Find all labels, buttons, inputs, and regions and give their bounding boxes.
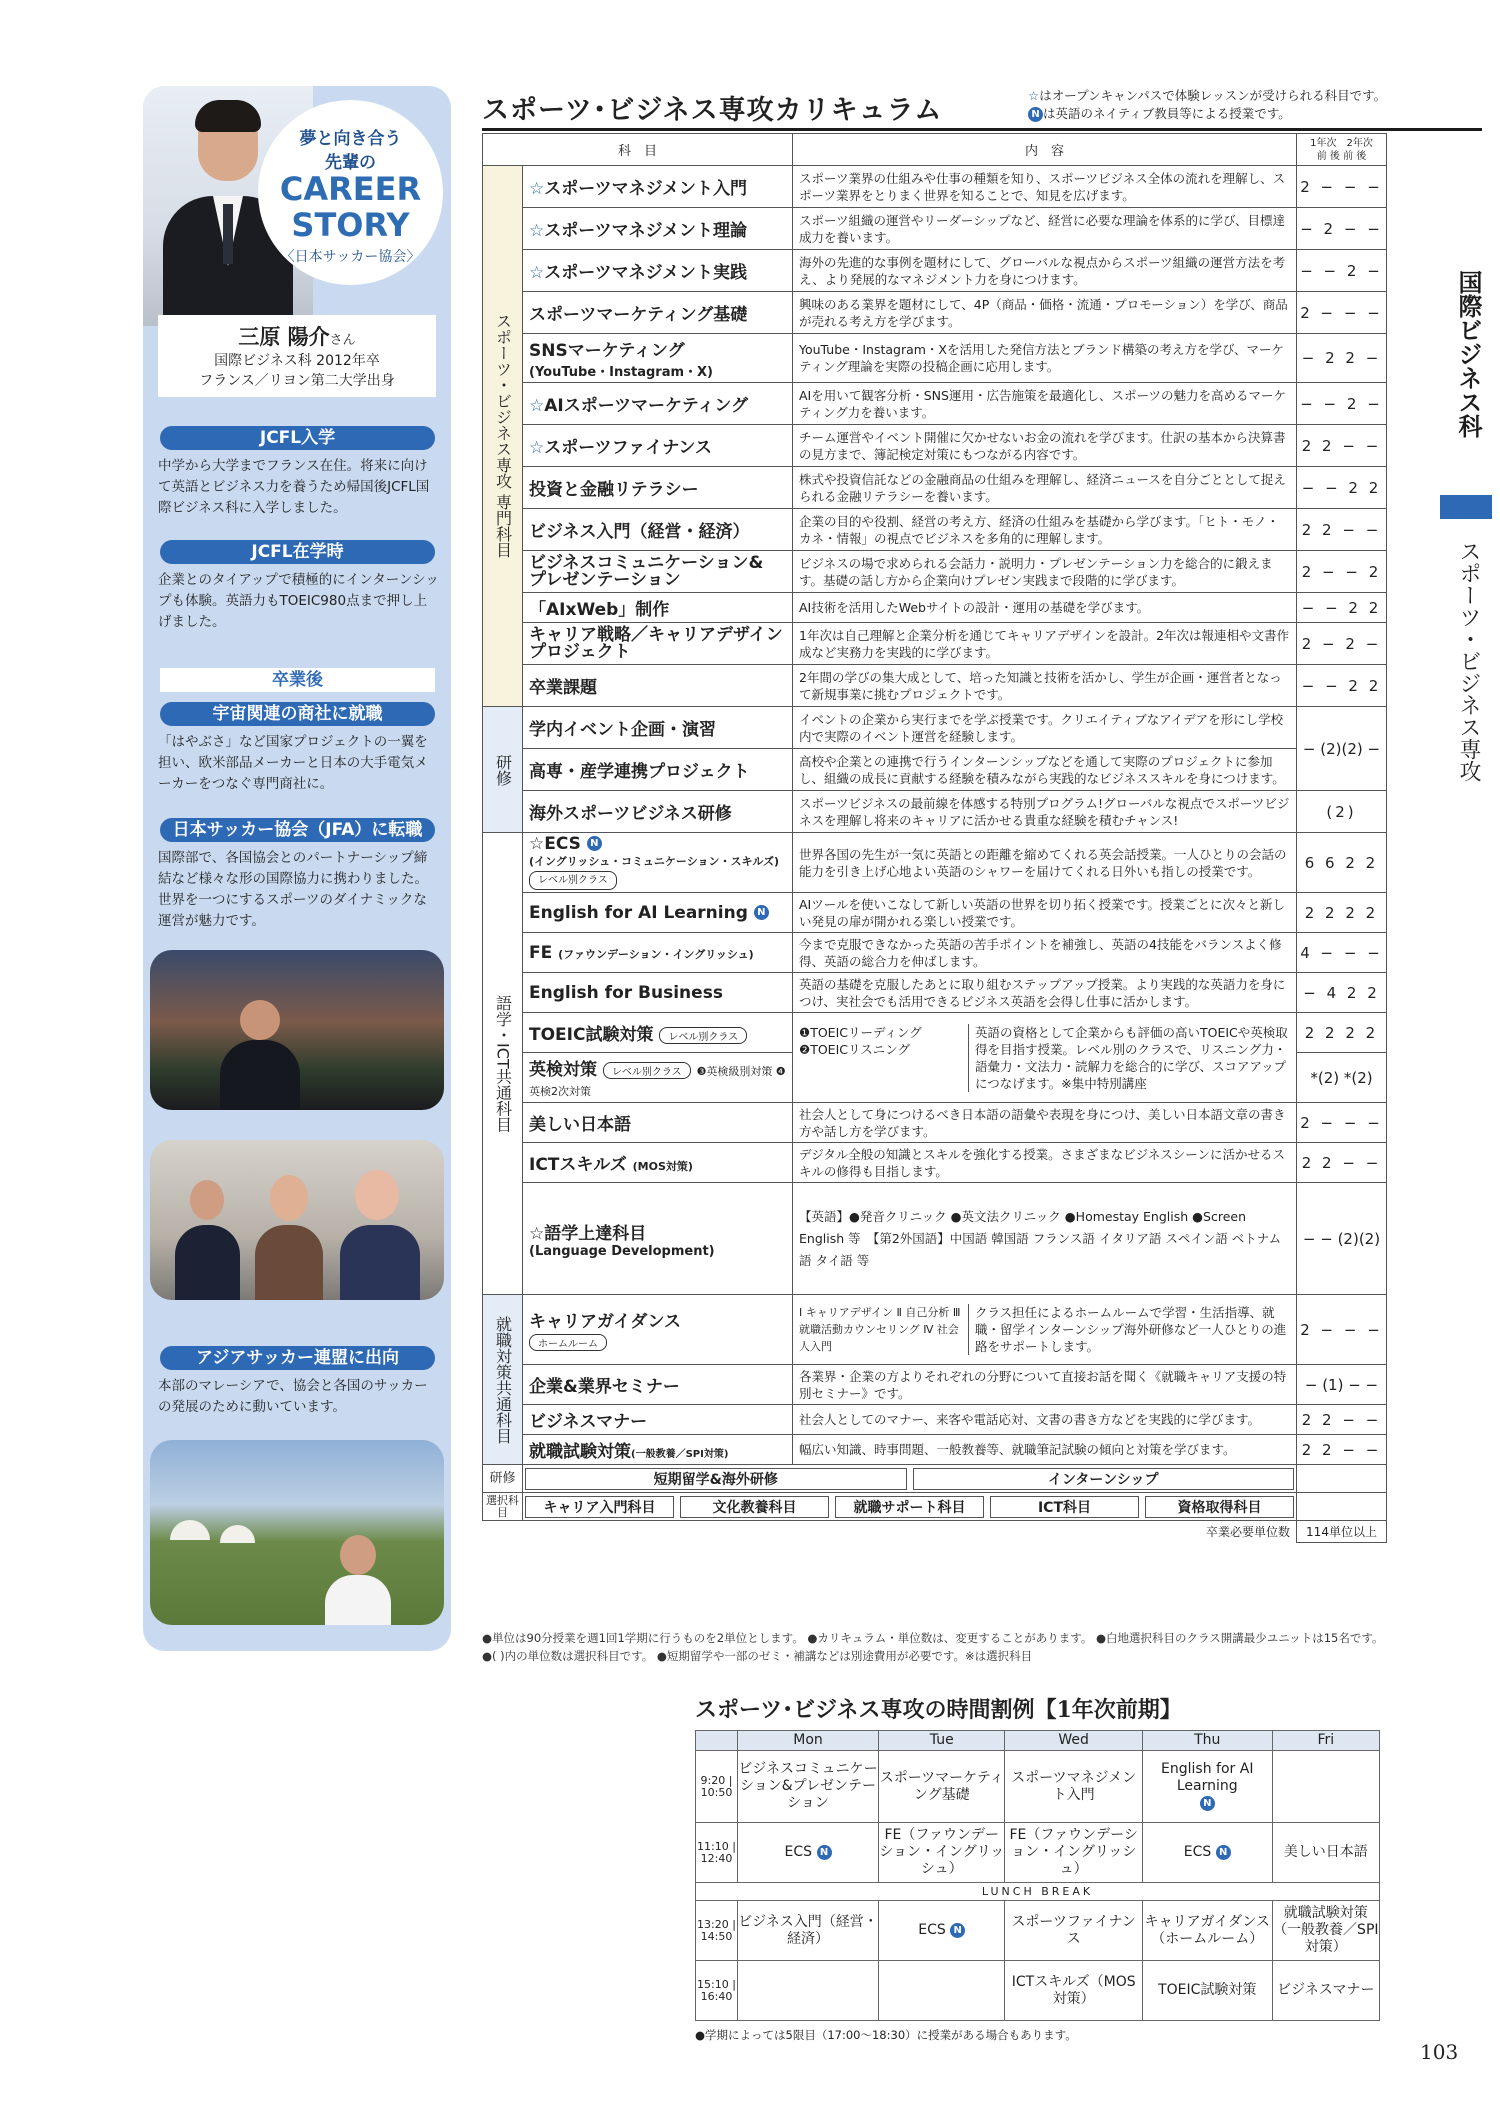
period-time: 15:10 | 16:40 [696,1961,738,2021]
category-career: 就職対策共通科目 [483,1295,523,1465]
person-name: 三原 陽介 [238,325,330,349]
subject-name: ☆スポーツマネジメント実践 [523,250,793,292]
day-header: Thu [1142,1731,1272,1751]
subject-name: ビジネス入門（経営・経済） [523,509,793,551]
section-head: アジアサッカー連盟に出向 [160,1346,435,1370]
title-rule [482,128,1482,131]
subject-name: キャリアガイダンス ホームルーム [523,1295,793,1365]
subject-content: 社会人として身につけるべき日本語の語彙や表現を身につけ、美しい日本語文章の書き方や話し方を学びます。 [793,1103,1297,1143]
profile-box [158,315,436,397]
dept-label: 国際ビジネス科 [1454,270,1482,438]
day-header: Tue [879,1731,1005,1751]
subject-content: 興味のある業界を題材にして、4P（商品・価格・流通・プロモーション）を学び、商品が売れる考え方を学びます。 [793,292,1297,334]
badge-org: 〈日本サッカー協会〉 [280,249,421,265]
subject-name: ICTスキルズ (MOS対策) [523,1143,793,1183]
subject-name: 卒業課題 [523,665,793,707]
class-cell: English for AI Learning N [1142,1751,1272,1823]
training-option: インターンシップ [913,1468,1295,1490]
subject-units: 4 − − − [1297,933,1387,973]
subject-content: 世界各国の先生が一気に英語との距離を縮めてくれる英会話授業。一人ひとりの会話の能力を引き上げ心地よい英語のシャワーを届けてくれる日外いも指しの授業です。 [793,833,1297,893]
subject-units: 6 6 2 2 [1297,833,1387,893]
footnote: ●( )内の単位数は選択科目です。 ●短期留学や一部のゼミ・補講などは別途費用が必要です。※は選択科目 [482,1649,1033,1663]
page-number: 103 [1420,2040,1459,2064]
mongolia-photo [150,1440,444,1625]
subject-units: − − (2)(2) [1297,1183,1387,1295]
section-text: 「はやぶさ」など国家プロジェクトの一翼を担い、欧米部品メーカーと日本の大手電気メーカーをつなぐ専門商社に。 [158,734,428,792]
subject-content: チーム運営やイベント開催に欠かせないお金の流れを学びます。仕訳の基本から決算書の見方まで、簿記検定対策にもつながる内容です。 [793,425,1297,467]
class-cell: スポーツマネジメント入門 [1005,1751,1142,1823]
subject-units: − − 2 2 [1297,467,1387,509]
subject-name: スポーツマーケティング基礎 [523,292,793,334]
select-option: 資格取得科目 [1145,1496,1294,1518]
subject-name: FE (ファウンデーション・イングリッシュ) [523,933,793,973]
class-cell: スポーツファイナンス [1005,1901,1142,1961]
career-story-badge [258,100,443,285]
subject-content: ❶TOEICリーディング ❷TOEICリスニング 英語の資格として企業からも評価の高いTOEICや英検取得を目指す授業。レベル別のクラスで、リスニング力・語彙力・文法力・読解力を総合的に学び、スコアアップにつなげます。※集中特別講座 [793,1013,1297,1103]
subject-units: 2 2 2 2 [1297,893,1387,933]
subject-units: 2 2 − − [1297,425,1387,467]
subject-name: ☆スポーツマネジメント入門 [523,166,793,208]
lunch-break: LUNCH BREAK [696,1883,1380,1901]
subject-name: 高専・産学連携プロジェクト [523,749,793,791]
subject-name: 就職試験対策(一般教養／SPI対策) [523,1435,793,1465]
subject-content: 2年間の学びの集大成として、培った知識と技術を活かし、学生が企画・運営者となって新規事業に挑むプロジェクトです。 [793,665,1297,707]
subject-content: 1年次は自己理解と企業分析を通じてキャリアデザインを設計。2年次は報連相や文書作成など実務力を実践的に学びます。 [793,623,1297,665]
subject-name: 企業&業界セミナー [523,1365,793,1405]
training-label: 研修 [483,1465,523,1493]
category-training: 研修 [483,707,523,833]
select-option: 就職サポート科目 [835,1496,984,1518]
subject-units: 2 − − − [1297,1295,1387,1365]
subject-units [1297,1465,1387,1493]
class-cell [879,1961,1005,2021]
footnote: ●単位は90分授業を週1回1学期に行うものを2単位とします。 ●カリキュラム・単位数は、変更することがあります。 ●白地選択科目のクラス開講最少ユニットは15名です。 [482,1631,1384,1645]
category-language: 語学・ICT共通科目 [483,833,523,1295]
native-icon: N [1200,1796,1215,1811]
subject-content: デジタル全般の知識とスキルを強化する授業。さまざまなビジネスシーンに活かせるスキルの修得も目指します。 [793,1143,1297,1183]
subject-content: 海外の先進的な事例を題材にして、グローバルな視点からスポーツ組織の運営方法を考え、より発展的なマネジメント力を身につけます。 [793,250,1297,292]
native-icon: N [1028,107,1043,122]
day-header: Mon [738,1731,879,1751]
class-cell: TOEIC試験対策 [1142,1961,1272,2021]
subject-units: 2 2 − − [1297,1405,1387,1435]
badge-story: STORY [291,206,410,244]
period-time: 9:20 | 10:50 [696,1751,738,1823]
native-icon: N [754,905,769,920]
section-text: 企業とのタイアップで積極的にインターンシップも体験。英語力もTOEIC980点まで押し上げました。 [158,572,439,630]
major-label: スポーツ・ビジネス専攻 [1456,540,1481,782]
subject-units: 2 2 2 2 [1297,1013,1387,1053]
subject-name: 英検対策 レベル別クラス ❸英検級別対策 ❹英検2次対策 [523,1053,793,1103]
subject-name: キャリア戦略／キャリアデザイン プロジェクト [523,623,793,665]
subject-units: − − 2 2 [1297,665,1387,707]
badge-line2: 先輩の [325,153,376,173]
select-option: 文化教養科目 [680,1496,829,1518]
class-cell: ECS N [879,1901,1005,1961]
subject-content: 各業界・企業の方よりそれぞれの分野について直接お話を聞く《就職キャリア支援の特別セミナー》です。 [793,1365,1297,1405]
native-icon: N [817,1845,832,1860]
timetable-corner [696,1731,738,1751]
subject-units: − (2)(2) − [1297,707,1387,791]
stadium-photo [150,950,444,1110]
subject-content: 企業の目的や役割、経営の考え方、経済の仕組みを基礎から学びます。「ヒト・モノ・カネ・情報」の視点でビジネスを多角的に理解します。 [793,509,1297,551]
training-option: 短期留学&海外研修 [525,1468,907,1490]
class-cell [1272,1751,1379,1823]
timetable [695,1730,1380,2043]
subject-content: 幅広い知識、時事問題、一般教養等、就職筆記試験の傾向と対策を学びます。 [793,1435,1297,1465]
class-cell: ビジネスマナー [1272,1961,1379,2021]
legend-native: N は英語のネイティブ教員等による授業です。 [1028,104,1291,122]
section-text: 本部のマレーシアで、協会と各国のサッカーの発展のために動いています。 [158,1378,428,1415]
subject-name: 投資と金融リテラシー [523,467,793,509]
native-icon: N [950,1923,965,1938]
section-head: JCFL入学 [160,426,435,450]
select-option: キャリア入門科目 [525,1496,674,1518]
training-options [523,1465,1297,1493]
select-options [523,1493,1297,1521]
subject-content: 【英語】●発音クリニック ●英文法クリニック ●Homestay English ●Screen English 等 【第2外国語】中国語 韓国語 フランス語 イタリア語 スペイン語 ベトナム語 タイ語 等 [793,1183,1297,1295]
subject-content: 株式や投資信託などの金融商品の仕組みを理解し、経済ニュースを自分ごととして捉えられる金融リテラシーを養います。 [793,467,1297,509]
subject-units: 2 2 − − [1297,509,1387,551]
subject-content: 今まで克服できなかった英語の苦手ポイントを補強し、英語の4技能をバランスよく修得、英語の総合力を伸ばします。 [793,933,1297,973]
subject-name: ☆AIスポーツマーケティング [523,383,793,425]
subject-name: English for Business [523,973,793,1013]
subject-units: − 2 − − [1297,208,1387,250]
class-cell: ICTスキルズ（MOS対策） [1005,1961,1142,2021]
subject-units: − 2 2 − [1297,334,1387,383]
badge-line1: 夢と向き合う [299,129,402,149]
subject-name: English for AI Learning N [523,893,793,933]
subject-content: AIツールを使いこなして新しい英語の世界を切り拓く授業です。授業ごとに次々と新しい発見の扉が開かれる楽しい授業です。 [793,893,1297,933]
subject-units: 2 − 2 − [1297,623,1387,665]
subject-name: 「AIxWeb」制作 [523,593,793,623]
subject-units: − − 2 2 [1297,593,1387,623]
subject-units: 2 − − − [1297,166,1387,208]
star-icon: ☆ [1028,88,1040,103]
subject-name: 美しい日本語 [523,1103,793,1143]
subject-name: ☆スポーツマネジメント理論 [523,208,793,250]
subject-content: AIを用いて観客分析・SNS運用・広告施策を最適化し、スポーツの魅力を高めるマーケティング力を養います。 [793,383,1297,425]
subject-units: 2 2 − − [1297,1435,1387,1465]
subject-units: − (1) − − [1297,1365,1387,1405]
subject-units: 2 2 − − [1297,1143,1387,1183]
subject-units: − 4 2 2 [1297,973,1387,1013]
header-subject: 科 目 [483,134,793,166]
subject-name: ビジネスマナー [523,1405,793,1435]
class-cell: ビジネス入門（経営・経済） [738,1901,879,1961]
native-icon: N [587,836,602,851]
native-icon: N [1216,1845,1231,1860]
person-grad: 国際ビジネス科 2012年卒 [214,353,380,369]
section-head: JCFL在学時 [160,540,435,564]
subject-name: SNSマーケティング (YouTube・Instagram・X) [523,334,793,383]
badge-career: CAREER [279,170,422,208]
day-header: Wed [1005,1731,1142,1751]
select-option: ICT科目 [990,1496,1139,1518]
legend-star: ☆はオープンキャンパスで体験レッスンが受けられる科目です。 [1028,88,1387,103]
class-cell: ビジネスコミュニケーション&プレゼンテーション [738,1751,879,1823]
subject-name: 学内イベント企画・演習 [523,707,793,749]
class-cell: キャリアガイダンス（ホームルーム） [1142,1901,1272,1961]
period-time: 13:20 | 14:50 [696,1901,738,1961]
class-cell: 美しい日本語 [1272,1823,1379,1883]
class-cell: ECS N [1142,1823,1272,1883]
person-origin: フランス／リヨン第二大学出身 [199,373,395,389]
section-text: 国際部で、各国協会とのパートナーシップ締結など様々な形の国際協力に携わりました。世界を一つにするスポーツのダイナミックな運営が魅力です。 [158,850,428,929]
subject-units: *(2) *(2) [1297,1053,1387,1103]
side-bar [1440,495,1492,519]
grad-value: 114単位以上 [1297,1521,1387,1543]
timetable-note: ●学期によっては5限目（17:00〜18:30）に授業がある場合もあります。 [695,2028,1077,2042]
timetable-title: スポーツ･ビジネス専攻の時間割例【1年次前期】 [695,1697,1182,1723]
subject-name: TOEIC試験対策 レベル別クラス [523,1013,793,1053]
honorific: さん [329,333,356,348]
subject-content: 高校や企業との連携で行うインターンシップなどを通して実際のプロジェクトに参加し、組織の成長に貢献する経験を積みながら実践的なビジネススキルを身につけます。 [793,749,1297,791]
subject-name: ビジネスコミュニケーション& プレゼンテーション [523,551,793,593]
subject-content: イベントの企業から実行までを学ぶ授業です。クリエイティブなアイデアを形にし学校内で実際のイベント運営を経験します。 [793,707,1297,749]
class-cell: スポーツマーケティング基礎 [879,1751,1005,1823]
header-content: 内 容 [793,134,1297,166]
subject-content: ビジネスの場で求められる会話力・説明力・プレゼンテーション力を総合的に鍛えます。基礎の話し方から企業向けプレゼン実践まで段階的に学びます。 [793,551,1297,593]
class-cell: 就職試験対策（一般教養／SPI対策） [1272,1901,1379,1961]
section-head: 宇宙関連の商社に就職 [160,702,435,726]
subject-units: 2 − − 2 [1297,551,1387,593]
section-head: 卒業後 [160,668,435,692]
section-text: 中学から大学までフランス在住。将来に向けて英語とビジネス力を養うため帰国後JCFL国際ビジネス科に入学しました。 [158,458,430,516]
subject-content: YouTube・Instagram・Xを活用した発信方法とブランド構築の考え方を学び、マーケティング理論を実際の投稿企画に応用します。 [793,334,1297,383]
subject-units: (2) [1297,791,1387,833]
class-cell: FE（ファウンデーション・イングリッシュ） [1005,1823,1142,1883]
header-units: 1年次 2年次 前 後 前 後 [1297,134,1387,166]
subject-name: ☆ECS N (イングリッシュ・コミュニケーション・スキルズ) レベル別クラス [523,833,793,893]
subject-units: 2 − − − [1297,1103,1387,1143]
subject-units: − − 2 − [1297,383,1387,425]
subject-name: 海外スポーツビジネス研修 [523,791,793,833]
category-major: スポーツ・ビジネス専攻 専門科目 [483,166,523,707]
subject-units: 2 − − − [1297,292,1387,334]
subject-name: ☆語学上達科目 (Language Development) [523,1183,793,1295]
subject-content: スポーツ業界の仕組みや仕事の種類を知り、スポーツビジネス全体の流れを理解し、スポーツ業界をとりまく世界を知ることで、知見を広げます。 [793,166,1297,208]
curriculum-table [482,133,1387,1543]
grad-label: 卒業必要単位数 [483,1521,1297,1543]
subject-content: スポーツ組織の運営やリーダーシップなど、経営に必要な理論を体系的に学び、目標達成力を養います。 [793,208,1297,250]
subject-content: スポーツビジネスの最前線を体感する特別プログラム!グローバルな視点でスポーツビジネスを理解し将来のキャリアに活かせる貴重な経験を積むチャンス! [793,791,1297,833]
class-cell: FE（ファウンデーション・イングリッシュ） [879,1823,1005,1883]
curriculum-title: スポーツ･ビジネス専攻カリキュラム [482,95,943,126]
period-time: 11:10 | 12:40 [696,1823,738,1883]
day-header: Fri [1272,1731,1379,1751]
select-label: 選択科目 [483,1493,523,1521]
subject-content: Ⅰ キャリアデザイン Ⅱ 自己分析 Ⅲ 就職活動カウンセリング Ⅳ 社会人入門 クラス担任によるホームルームで学習・生活指導、就職・留学インターンシップ海外研修など一人ひとりの進路をサポートします。 [793,1295,1297,1365]
section-head: 日本サッカー協会（JFA）に転職 [160,818,435,842]
group-photo [150,1140,444,1300]
subject-units [1297,1493,1387,1521]
class-cell [738,1961,879,2021]
subject-name: ☆スポーツファイナンス [523,425,793,467]
subject-content: AI技術を活用したWebサイトの設計・運用の基礎を学びます。 [793,593,1297,623]
subject-content: 社会人としてのマナー、来客や電話応対、文書の書き方などを実践的に学びます。 [793,1405,1297,1435]
class-cell: ECS N [738,1823,879,1883]
subject-units: − − 2 − [1297,250,1387,292]
subject-content: 英語の基礎を克服したあとに取り組むステップアップ授業。より実践的な英語力を身につけ、実社会でも活用できるビジネス英語を会得し仕事に活かします。 [793,973,1297,1013]
